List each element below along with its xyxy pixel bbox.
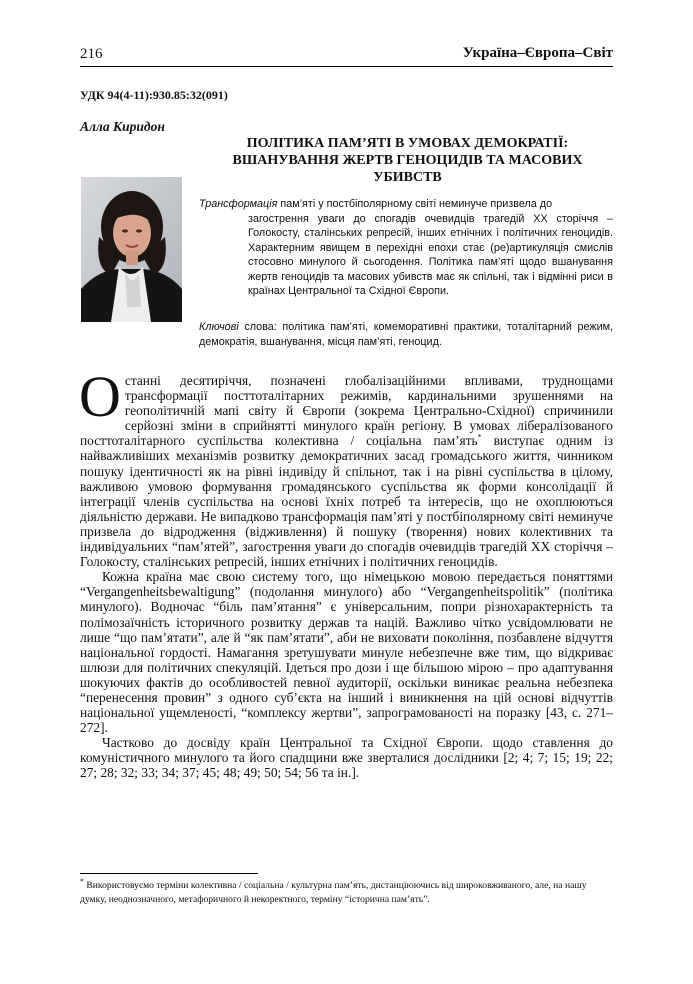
keywords-text: політика пам’яті, комеморативні практики, тоталітарний режим, демократія, вшанування, місця пам’яті, геноцид. [199, 321, 614, 348]
journal-title: Україна–Європа–Світ [462, 45, 613, 61]
abstract-text: загострення уваги до спогадів очевидців трагедій ХХ сторіччя – Голокосту, сталінських репресій, інших етнічних і політичних геноцидів. Характерним явищем в перехідні епохи стає (ре)артикуляція смислів стосовно минулого й сьогодення. Політика пам’яті щодо вшанування жертв геноцидів та масових убивств має як спільні, так і відмінні риси в країнах Центральної та Східної Європи. [248, 212, 613, 297]
abstract-first-line [199, 197, 613, 212]
article-title: ПОЛІТИКА ПАМ’ЯТІ В УМОВАХ ДЕМОКРАТІЇ: ВШАНУВАННЯ ЖЕРТВ ГЕНОЦИДІВ ТА МАСОВИХ УБИВСТВ [232, 136, 583, 185]
author-photo [81, 177, 182, 322]
footnote-marker-bottom: * [80, 876, 84, 886]
keywords-lead-word: Ключові [199, 321, 239, 333]
abstract-first-line-text: пам’яті у постбіполярному світі неминуче призвела до [280, 198, 553, 210]
keywords [199, 320, 613, 349]
abstract-lead-word: Трансформація [199, 198, 278, 210]
paragraph-1-text-b: виступає одним із найважливіших механізмів розвитку демократичних засад громадського життя, чинником пошуку ідентичності як на рівні індивіду й спільнот, так і на рівні суспільства в цілому, важливою умовою формування громадянського суспільства як форми консолідації й інтеграції членів суспільства на основі їхніх потреб та інтересів, що не охоплюються діяльністю держави. Не випадково трансформація пам’яті у постбіполярному світі неминуче призвела до відродження (відживлення) й пошуку (творення) нових колективних та індивідуальних “пам’ятей”, загострення уваги до спогадів очевидців трагедій ХХ сторіччя – Голокосту, сталінських репресій, інших етнічних і політичних геноцидів. [80, 433, 613, 570]
footnote-text: Використовуємо терміни колективна / соціальна / культурна пам’ять, дистанціюючись від широковживаного, але, на нашу думку, неоднозначного, метафоричного й некоректного, терміну “історична пам’ять”. [80, 880, 587, 905]
author-name: Алла Киридон [80, 119, 165, 134]
paragraph-2: Кожна країна має свою систему того, що німецькою мовою передається поняттями “Vergangenheitsbewaltigung” (подолання минулого) або “Vergangenheitspolitik” (політика минулого). Водночас “біль пам’ятання” є універсальним, попри різнохарактерність та полімозаїчність історичного розвитку держав та націй. Важливо чітко усвідомлювати не лише “що пам’ятати”, але й “як пам’ятати”, аби не виховати покоління, позбавлене відчуття національної гордості. Намагання зретушувати минуле небезпечне вже тим, що відкриває шлюзи для політичних спекуляцій. Ідеться про дози і ще більшою мірою – про адаптування шокуючих фактів до особливостей певної аудиторії, оскільки виникає реальна небезпека “перенесення провин” з одного суб’єкта на інший і виникнення на цій основі відчуттів національної ущемленості, “комплексу жертви”, запрограмованості на поразку [43, с. 271–272]. [80, 569, 613, 736]
page-number: 216 [80, 46, 103, 62]
paragraph-3: Частково до досвіду країн Центральної та Східної Європи. щодо ставлення до комуністичного минулого та його спадщини вже зверталися дослідники [2; 4; 7; 15; 19; 22; 27; 28; 32; 33; 34; 37; 45; 48; 49; 50; 54; 56 та ін.]. [80, 735, 613, 781]
footnote-marker[interactable]: * [477, 432, 482, 442]
article-body [79, 364, 613, 781]
keywords-label: слова: [244, 321, 277, 333]
abstract [199, 197, 613, 299]
header-rule [80, 66, 613, 67]
footnote [80, 876, 613, 907]
drop-cap: О [79, 364, 121, 429]
paragraph-1 [79, 364, 613, 570]
author-portrait-image [81, 177, 182, 322]
udk-code: УДК 94(4-11):930.85:32(091) [80, 88, 228, 102]
footnote-rule [80, 873, 258, 874]
paragraph-1-text-a: станні десятиріччя, позначені глобалізаційними впливами, труднощами трансформації посттоталітарних режимів, кардинальними зрушеннями на геополітичній мапі світу й Європи (зокрема Центрально-Східної) спричинили серйозні зміни в сприйнятті минулого країн регіону. В умовах лібералізованого посттоталітарного суспільства колективна / соціальна пам’ять [80, 373, 613, 449]
